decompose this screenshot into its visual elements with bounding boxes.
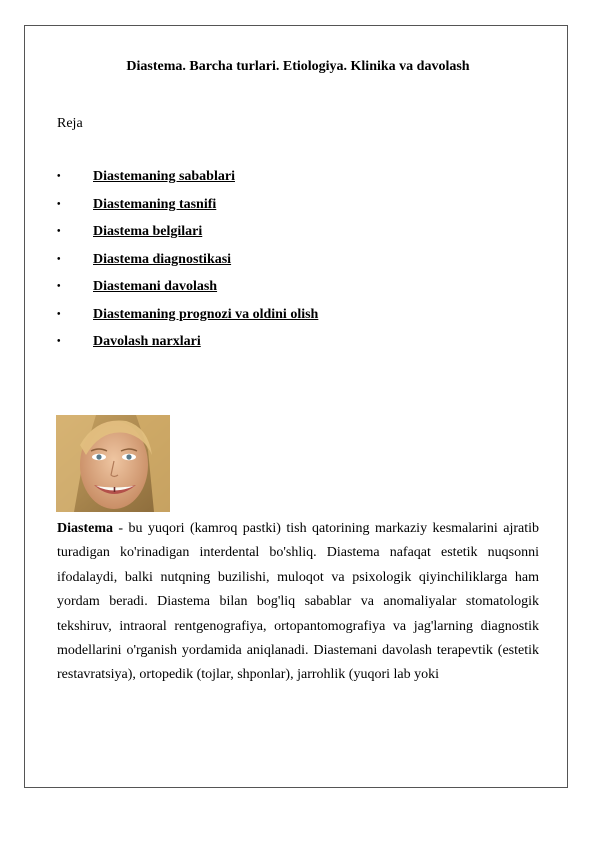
toc-link-classification[interactable]: Diastemaning tasnifi — [93, 196, 217, 212]
plan-label: Reja — [57, 116, 83, 131]
toc-link-symptoms[interactable]: Diastema belgilari — [93, 224, 203, 239]
toc-link-prognosis[interactable]: Diastemaning prognozi va oldini olish — [93, 306, 319, 322]
woman-smile-photo — [56, 415, 170, 512]
toc-link-prices[interactable]: Davolash narxlari — [93, 334, 201, 349]
bullet-icon: • — [57, 281, 61, 292]
bullet-icon: • — [57, 253, 61, 265]
toc-link-treatment[interactable]: Diastemani davolash — [93, 279, 218, 294]
toc-link-causes[interactable]: Diastemaning sabablari — [93, 169, 235, 184]
document-title: Diastema. Barcha turlari. Etiologiya. Klinika va davolash — [126, 59, 470, 74]
intro-term: Diastema — [57, 521, 113, 536]
intro-text: - bu yuqori (kamroq pastki) tish qatorining markaziy kesmalarini ajratib turadigan ko'rinadigan interdental bo'shliq. Diastema nafaqat estetik nuqsonni ifodalaydi, balki nutqning buzilishi, muloqot va psixologik qiyinchiliklarga ham yordam beradi. Diastema bilan bog'liq sabablar va anomaliyalar stomatologik tekshiruv, intraoral rentgenografiya, ortopantomografiya va jag'larning diagnostik modellarini o'rganish yordamida aniqlanadi. Diastemani davolash terapevtik (estetik restavratsiya), ortopedik (tojlar, shponlar), jarrohlik (yuqori lab yoki — [57, 521, 539, 683]
toc-link-diagnostics[interactable]: Diastema diagnostikasi — [93, 251, 232, 267]
intro-paragraph — [57, 517, 539, 688]
bullet-icon: • — [57, 308, 61, 320]
bullet-icon: • — [57, 336, 61, 347]
bullet-icon: • — [57, 171, 61, 182]
bullet-icon: • — [57, 198, 61, 210]
bullet-icon: • — [57, 226, 61, 237]
